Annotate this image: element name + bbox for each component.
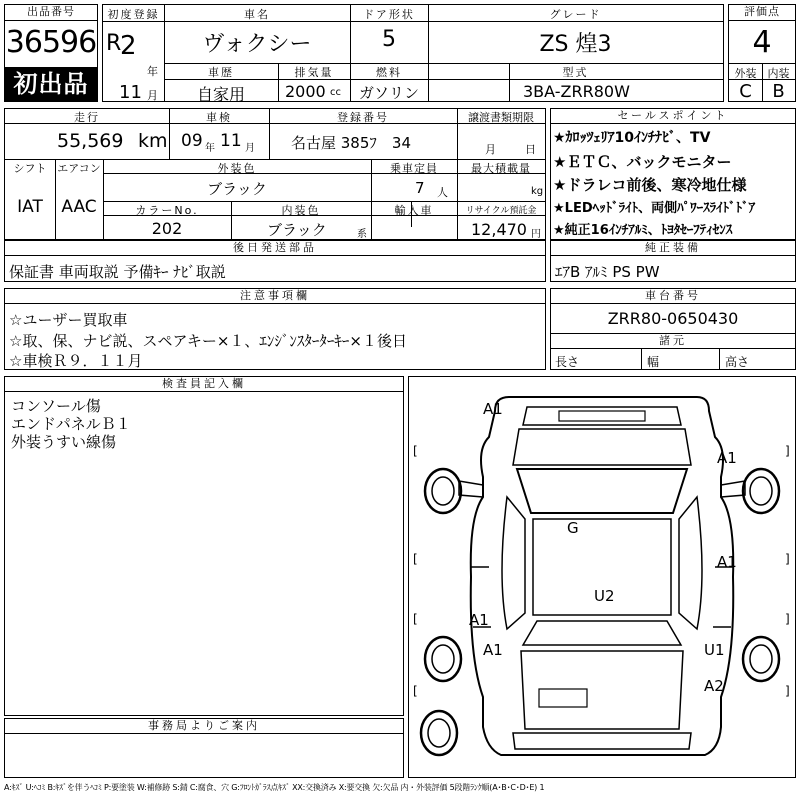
mark-left-rear-fender: A1: [483, 641, 503, 659]
interior-color: ブラック: [267, 221, 327, 239]
lot-number-box: [4, 4, 98, 102]
length-label: 長さ: [555, 355, 580, 369]
recycle-label: リサイクル預託金: [465, 206, 537, 216]
rear-right-wheel: [743, 637, 779, 681]
height-label: 高さ: [725, 355, 750, 369]
registration-value: 名古屋 385ﾌ 34: [291, 134, 411, 152]
grade-value: ZS 煌3: [539, 32, 612, 57]
inspector-line-3: 外装うすい線傷: [11, 433, 117, 451]
front-grille: [523, 407, 681, 425]
rear-left-wheel: [425, 637, 461, 681]
first-reg-month: 11: [119, 82, 142, 103]
lot-number-label: 出品番号: [5, 5, 97, 21]
inspection-label: 車検: [206, 111, 232, 124]
later-parts-box: [4, 240, 546, 282]
displacement-unit: cc: [330, 87, 341, 98]
interior-grade: B: [772, 81, 785, 102]
sales-points-box: [550, 108, 796, 240]
history-label: 車歴: [208, 66, 234, 79]
width-label: 幅: [647, 355, 660, 369]
chassis-value: ZRR80-0650430: [607, 309, 739, 328]
inspector-label: 検査員記入欄: [5, 377, 403, 392]
first-reg-era: R: [106, 31, 122, 56]
inspection-year: 09: [181, 131, 203, 151]
year-unit: 年: [147, 65, 158, 78]
inspection-month-unit: 月: [245, 143, 255, 154]
month-unit: 月: [147, 89, 158, 102]
score-box: [728, 4, 796, 102]
displacement-value: 2000: [285, 82, 326, 101]
right-side-window: [679, 497, 702, 629]
bracket-fl: [: [413, 444, 418, 458]
color-no-label: カラーNo.: [135, 204, 199, 217]
later-parts-value: 保証書 車両取説 予備ｷｰ ﾅﾋﾞ取説: [9, 263, 226, 281]
transfer-label: 譲渡書類期限: [468, 111, 534, 124]
mark-front-left: A1: [483, 400, 503, 418]
car-diagram-box: [408, 376, 796, 778]
legend: A:ｷｽﾞ U:ﾍｺﾐ B:ｷｽﾞを伴うﾍｺﾐ P:要塗装 W:補修跡 S:錆 C:腐食、穴 G:ﾌﾛﾝﾄｶﾞﾗｽ点ｷｽﾞ XX:交換済み X:要交換 欠:欠品 内・外装評価 5段階ﾗﾝｸ順(A･B･C･D･E) 1: [4, 783, 545, 792]
capacity-label: 乗車定員: [390, 162, 438, 175]
bracket-mr: ]: [785, 552, 790, 566]
sales-point-2: ★ＥＴＣ、バックモニター: [553, 153, 732, 171]
history-value: 自家用: [196, 85, 245, 104]
left-side-window: [502, 497, 525, 629]
mark-right-front-door: A1: [717, 553, 737, 571]
transfer-day-unit: 日: [525, 143, 536, 156]
standard-equipment-value: ｴｱB ｱﾙﾐ PS PW: [555, 263, 660, 281]
score-value: 4: [752, 25, 772, 60]
model-label: 型式: [562, 66, 589, 79]
color-no: 202: [151, 219, 183, 238]
sales-point-3: ★ドラレコ前後、寒冷地仕様: [553, 176, 747, 194]
import-label: 輸入車: [394, 204, 434, 217]
standard-equipment-label: 純正装備: [551, 241, 795, 256]
note-line-3: ☆車検Ｒ９．１１月: [9, 352, 143, 370]
mark-rear-right: A2: [704, 677, 724, 695]
notes-box: [4, 288, 546, 370]
inspector-line-2: エンドパネルＢ１: [11, 415, 131, 433]
sales-point-4: ★LEDﾍｯﾄﾞﾗｲﾄ、両側ﾊﾟﾜｰｽﾗｲﾄﾞﾄﾞｱ: [553, 201, 756, 216]
car-name-label: 車名: [244, 8, 270, 21]
chassis-label: 車台番号: [551, 289, 795, 304]
mark-right-rear-fender: U1: [704, 641, 725, 659]
sales-point-5: ★純正16ｲﾝﾁｱﾙﾐ、ﾄﾖﾀｾｰﾌﾃｨｾﾝｽ: [553, 223, 733, 238]
exterior-grade-label: 外装: [734, 67, 757, 80]
first-listing-badge: 初出品: [5, 67, 97, 101]
interior-color-unit: 系: [357, 229, 367, 240]
interior-color-label: 内装色: [281, 204, 321, 217]
office-label: 事務局よりご案内: [5, 719, 403, 734]
bracket-br: ]: [785, 684, 790, 698]
rear-bumper: [513, 733, 691, 749]
later-parts-label: 後日発送部品: [5, 241, 545, 256]
max-load-label: 最大積載量: [471, 162, 531, 175]
tailgate: [521, 651, 683, 729]
bracket-bl: [: [413, 684, 418, 698]
inspector-line-1: コンソール傷: [11, 397, 101, 415]
rear-plate: [539, 689, 587, 707]
inspection-month: 11: [220, 131, 242, 151]
recycle-value: 12,470: [471, 220, 527, 239]
inspector-box: [4, 376, 404, 716]
exterior-color-label: 外装色: [217, 162, 257, 175]
interior-grade-label: 内装: [767, 67, 790, 80]
score-label: 評価点: [729, 5, 795, 21]
front-plate: [559, 411, 645, 421]
ac-label: エアコン: [57, 162, 101, 175]
rear-window: [523, 621, 681, 645]
details-box: [4, 108, 546, 240]
capacity-unit: 人: [437, 186, 448, 199]
note-line-2: ☆取、保、ナビ説、スペアキー×１、ｴﾝｼﾞﾝｽﾀｰﾀｰｷｰ×１後日: [9, 332, 407, 350]
header-box: [102, 4, 724, 102]
car-name: ヴォクシー: [202, 32, 312, 57]
dimensions-label: 諸元: [551, 334, 795, 349]
office-box: [4, 718, 404, 778]
hood-outline: [513, 429, 691, 465]
capacity-value: 7: [415, 179, 425, 197]
fuel-label: 燃料: [376, 66, 402, 79]
registration-label: 登録番号: [337, 111, 389, 124]
notes-label: 注意事項欄: [5, 289, 545, 304]
transfer-month-unit: 月: [485, 143, 496, 156]
right-mirror: [721, 481, 745, 497]
mark-left-rear-door: A1: [469, 611, 489, 629]
ac-value: AAC: [61, 197, 97, 217]
front-left-wheel: [425, 469, 461, 513]
lot-number: 36596: [5, 25, 97, 60]
mark-windshield: G: [567, 519, 579, 537]
left-mirror: [459, 481, 483, 497]
inspection-year-unit: 年: [205, 143, 215, 154]
bracket-ml: [: [413, 552, 418, 566]
mark-roof: U2: [594, 587, 615, 605]
sales-point-1: ★ｶﾛｯﾂｪﾘｱ10ｲﾝﾁﾅﾋﾞ、TV: [553, 130, 711, 146]
car-diagram: [409, 377, 795, 777]
displacement-label: 排気量: [294, 66, 334, 79]
first-reg-label: 初度登録: [107, 8, 160, 21]
shift-label: シフト: [13, 162, 47, 175]
spare-wheel: [421, 711, 457, 755]
exterior-grade: C: [739, 81, 752, 102]
fuel-value: ガソリン: [358, 84, 419, 102]
max-load-unit: kg: [531, 186, 544, 197]
car-body-outline: [471, 397, 734, 755]
recycle-unit: 円: [531, 229, 541, 240]
model-value: 3BA-ZRR80W: [523, 82, 630, 101]
windshield: [517, 469, 687, 513]
bracket-fr: ]: [785, 444, 790, 458]
mileage-value: 55,569: [57, 130, 124, 152]
sales-points-label: セールスポイント: [551, 109, 795, 124]
grade-label: グレード: [549, 8, 602, 21]
front-right-wheel: [743, 469, 779, 513]
bracket-rr: ]: [785, 612, 790, 626]
note-line-1: ☆ユーザー買取車: [9, 311, 128, 329]
standard-equipment-box: [550, 240, 796, 282]
door-value: 5: [382, 27, 396, 52]
first-reg-year: 2: [120, 31, 137, 61]
shift-value: IAT: [17, 197, 43, 217]
exterior-color: ブラック: [207, 180, 267, 198]
mileage-label: 走行: [74, 111, 100, 124]
mileage-unit: km: [138, 130, 168, 152]
chassis-box: [550, 288, 796, 370]
mark-front-right-fender: A1: [717, 449, 737, 467]
door-label: ドア形状: [363, 8, 415, 21]
bracket-rl: [: [413, 612, 418, 626]
